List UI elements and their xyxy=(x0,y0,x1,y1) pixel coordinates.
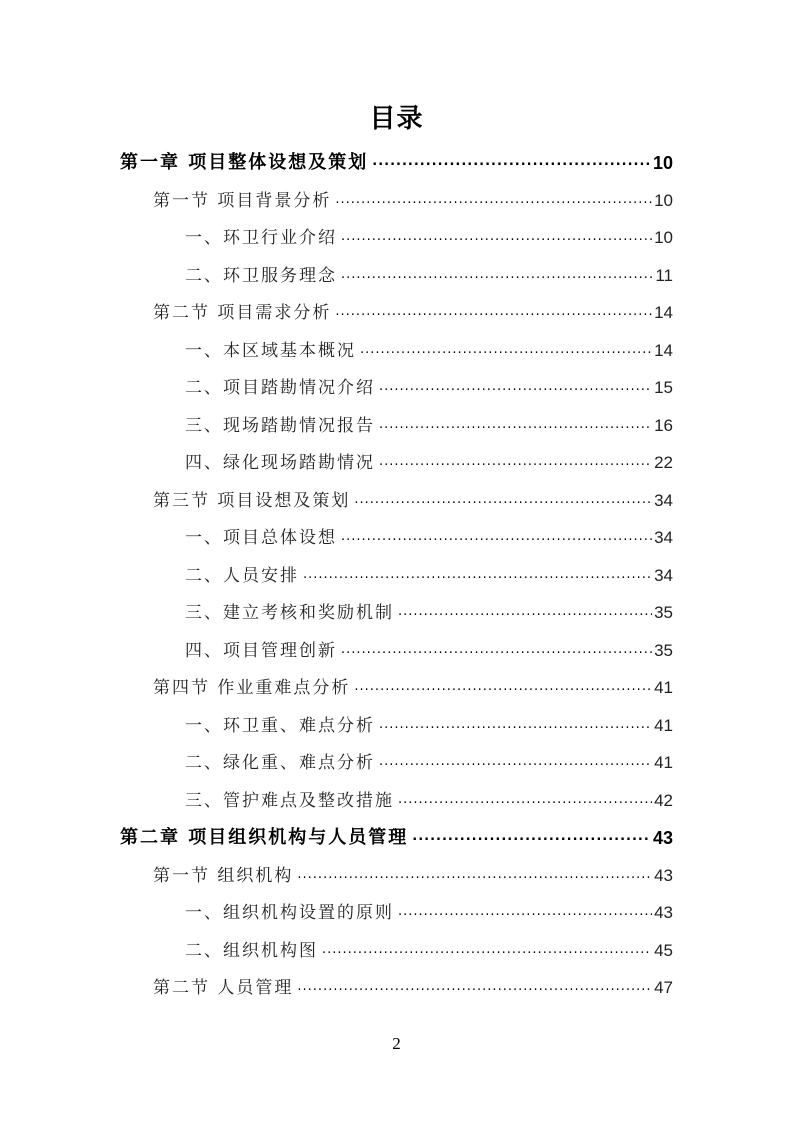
toc-entry-subsection[interactable] xyxy=(185,406,673,436)
toc-entry-subsection[interactable] xyxy=(185,706,673,736)
toc-entry-section[interactable] xyxy=(153,293,673,323)
toc-entry-label: 第二节 项目需求分析 xyxy=(153,303,332,323)
toc-entry-subsection[interactable] xyxy=(185,443,673,473)
dot-leader xyxy=(303,567,652,583)
dot-leader xyxy=(379,717,652,733)
toc-entry-chapter[interactable] xyxy=(120,818,673,848)
toc-entry-label: 第一章 项目整体设想及策划 xyxy=(120,152,369,173)
dot-leader xyxy=(372,154,651,170)
toc-entry-label: 二、环卫服务理念 xyxy=(185,265,337,286)
dot-leader xyxy=(398,792,652,808)
dot-leader xyxy=(354,492,652,508)
toc-entry-section[interactable] xyxy=(153,968,673,998)
toc-entry-label: 第一节 项目背景分析 xyxy=(153,190,332,211)
toc-entry-label: 二、人员安排 xyxy=(185,565,299,586)
toc-entry-subsection[interactable] xyxy=(185,368,673,398)
toc-entry-page: 43 xyxy=(654,865,673,885)
toc-entry-label: 二、组织机构图 xyxy=(185,940,318,961)
toc-entry-label: 一、组织机构设置的原则 xyxy=(185,903,394,923)
toc-entry-page: 34 xyxy=(654,490,673,510)
toc-entry-page: 10 xyxy=(652,153,673,173)
toc-entry-section[interactable] xyxy=(153,668,673,698)
toc-entry-page: 10 xyxy=(654,228,673,247)
dot-leader xyxy=(354,679,652,695)
toc-entry-page: 22 xyxy=(654,453,673,472)
toc-entry-label: 第二节 人员管理 xyxy=(153,978,294,998)
toc-entry-subsection[interactable] xyxy=(185,743,673,773)
toc-title: 目录 xyxy=(369,104,424,134)
toc-entry-page: 43 xyxy=(652,828,673,848)
toc-entry-page: 42 xyxy=(654,790,673,810)
dot-leader xyxy=(335,304,652,320)
toc-entry-label: 第三节 项目设想及策划 xyxy=(153,490,351,511)
toc-entry-page: 41 xyxy=(654,715,673,735)
toc-entry-label: 第二章 项目组织机构与人员管理 xyxy=(120,827,409,848)
toc-entry-subsection[interactable] xyxy=(185,518,673,548)
dot-leader xyxy=(379,417,652,433)
dot-leader xyxy=(379,454,652,470)
dot-leader xyxy=(360,342,652,358)
dot-leader xyxy=(341,229,652,245)
toc-entry-subsection[interactable] xyxy=(185,781,673,811)
dot-leader xyxy=(322,942,652,958)
dot-leader xyxy=(297,979,652,995)
dot-leader xyxy=(341,267,653,283)
toc-entry-subsection[interactable] xyxy=(185,931,673,961)
toc-entry-page: 35 xyxy=(654,603,673,622)
dot-leader xyxy=(412,829,651,845)
toc-entry-label: 一、环卫行业介绍 xyxy=(185,228,337,248)
toc-entry-page: 10 xyxy=(654,190,673,210)
toc-entry-label: 三、管护难点及整改措施 xyxy=(185,790,394,811)
toc-entry-subsection[interactable] xyxy=(185,218,673,248)
toc-entry-subsection[interactable] xyxy=(185,631,673,661)
dot-leader xyxy=(379,754,652,770)
toc-entry-subsection[interactable] xyxy=(185,893,673,923)
dot-leader xyxy=(297,867,652,883)
dot-leader xyxy=(398,604,652,620)
dot-leader xyxy=(379,379,652,395)
toc-entry-chapter[interactable] xyxy=(120,143,673,173)
toc-entry-label: 四、项目管理创新 xyxy=(185,640,337,661)
toc-entry-label: 一、环卫重、难点分析 xyxy=(185,715,375,736)
dot-leader xyxy=(335,192,652,208)
toc-entry-page: 35 xyxy=(654,640,673,660)
toc-entry-page: 45 xyxy=(654,940,673,960)
toc-entry-subsection[interactable] xyxy=(185,593,673,623)
toc-entry-page: 15 xyxy=(654,378,673,397)
toc-entry-page: 16 xyxy=(654,415,673,435)
toc-entry-section[interactable] xyxy=(153,181,673,211)
dot-leader xyxy=(398,904,652,920)
toc-entry-label: 三、现场踏勘情况报告 xyxy=(185,415,375,436)
toc-entry-page: 41 xyxy=(654,678,673,697)
toc-entry-page: 47 xyxy=(654,978,673,997)
toc-entry-page: 14 xyxy=(654,303,673,322)
toc-entry-label: 三、建立考核和奖励机制 xyxy=(185,603,394,623)
dot-leader xyxy=(341,642,652,658)
toc-entry-label: 二、项目踏勘情况介绍 xyxy=(185,378,375,398)
dot-leader xyxy=(341,529,652,545)
toc-entry-label: 二、绿化重、难点分析 xyxy=(185,753,375,773)
toc-entry-label: 一、项目总体设想 xyxy=(185,528,337,548)
toc-entry-page: 34 xyxy=(654,565,673,585)
toc-entry-label: 第四节 作业重难点分析 xyxy=(153,678,351,698)
toc-entry-page: 14 xyxy=(654,340,673,360)
toc-entry-page: 41 xyxy=(654,753,673,772)
toc-entry-section[interactable] xyxy=(153,856,673,886)
toc-entry-label: 一、本区域基本概况 xyxy=(185,340,356,361)
toc-entry-page: 34 xyxy=(654,528,673,547)
toc-entry-page: 11 xyxy=(655,265,673,285)
toc-entry-section[interactable] xyxy=(153,481,673,511)
toc-entry-label: 四、绿化现场踏勘情况 xyxy=(185,453,375,473)
toc-entry-subsection[interactable] xyxy=(185,331,673,361)
toc-entry-page: 43 xyxy=(654,903,673,922)
toc-entry-label: 第一节 组织机构 xyxy=(153,865,294,886)
toc-entry-subsection[interactable] xyxy=(185,256,673,286)
page-number: 2 xyxy=(392,1034,401,1053)
toc-entry-subsection[interactable] xyxy=(185,556,673,586)
